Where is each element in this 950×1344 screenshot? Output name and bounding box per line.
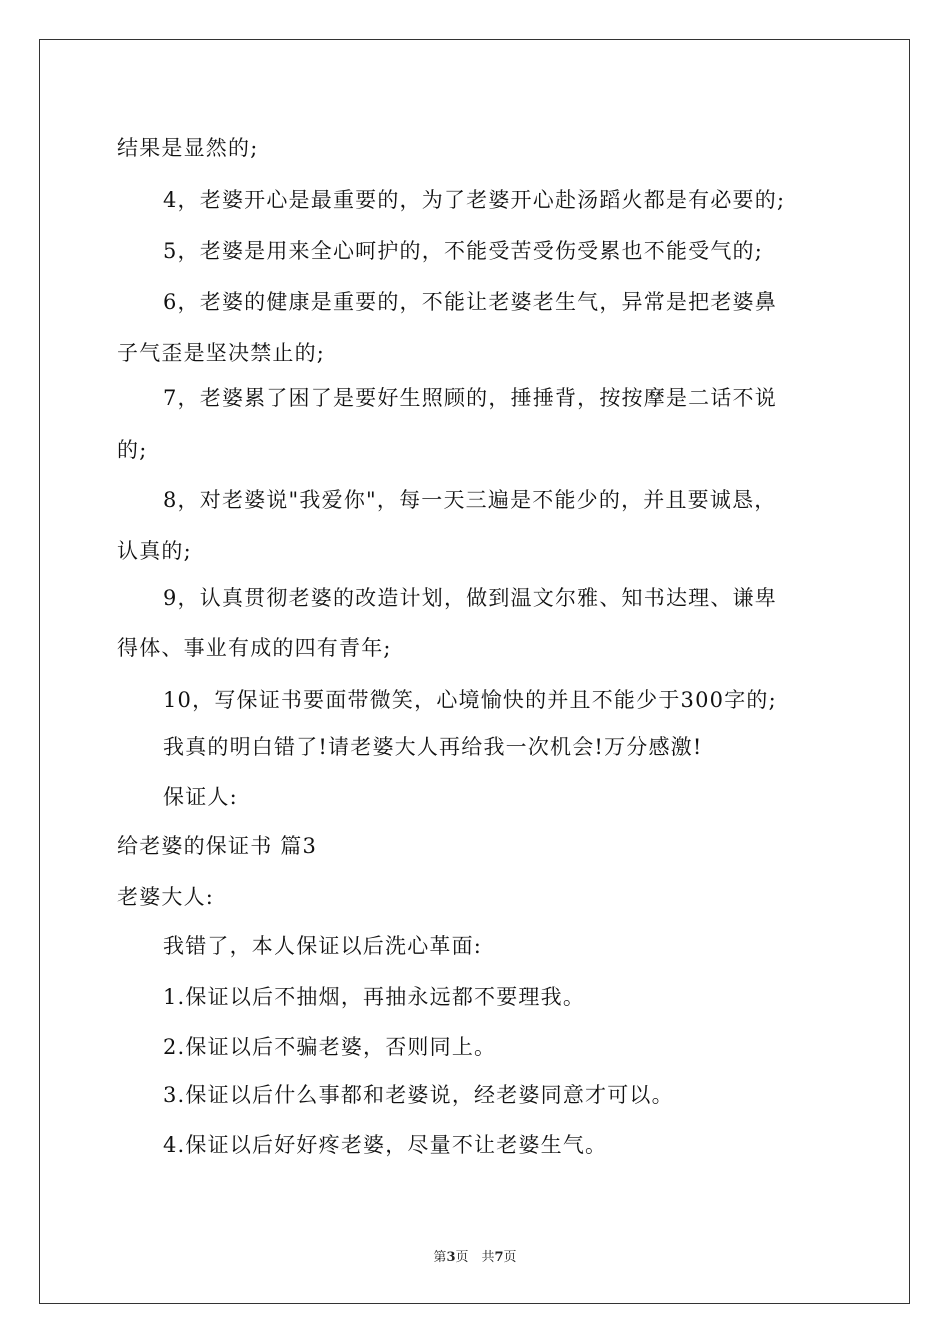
paragraph-line: 7，老婆累了困了是要好生照顾的，捶捶背，按按摩是二话不说 [163,386,777,410]
paragraph-line: 10，写保证书要面带微笑，心境愉快的并且不能少于300字的; [163,688,777,712]
paragraph-line: 得体、事业有成的四有青年; [117,636,392,660]
page-border [39,39,910,1304]
page-suffix: 页 [503,1250,517,1265]
paragraph-line: 6，老婆的健康是重要的，不能让老婆老生气，异常是把老婆鼻 [163,290,777,314]
section-heading: 给老婆的保证书 篇3 [117,834,318,858]
paragraph-line: 我真的明白错了!请老婆大人再给我一次机会!万分感激! [163,735,703,759]
paragraph-line: 8，对老婆说"我爱你"，每一天三遍是不能少的，并且要诚恳， [163,488,777,512]
paragraph-line: 9，认真贯彻老婆的改造计划，做到温文尔雅、知书达理、谦卑 [163,586,777,610]
paragraph-line: 4，老婆开心是最重要的，为了老婆开心赴汤蹈火都是有必要的; [163,188,786,212]
total-page-number: 7 [494,1250,504,1265]
paragraph-line: 结果是显然的; [117,136,259,160]
list-item: 2.保证以后不骗老婆，否则同上。 [163,1035,497,1059]
page-footer [0,1246,950,1265]
page-prefix: 第 [433,1250,447,1265]
paragraph-line: 的; [117,438,148,462]
list-item: 1.保证以后不抽烟，再抽永远都不要理我。 [163,985,586,1009]
paragraph-line: 认真的; [117,539,192,563]
signature-label: 保证人: [163,785,238,809]
list-item: 3.保证以后什么事都和老婆说，经老婆同意才可以。 [163,1083,674,1107]
page-mid: 页 共 [455,1250,495,1265]
current-page-number: 3 [446,1250,456,1265]
list-item: 4.保证以后好好疼老婆，尽量不让老婆生气。 [163,1133,608,1157]
paragraph-line: 子气歪是坚决禁止的; [117,341,326,365]
salutation: 老婆大人: [117,885,215,909]
paragraph-line: 5，老婆是用来全心呵护的，不能受苦受伤受累也不能受气的; [163,239,764,263]
paragraph-line: 我错了，本人保证以后洗心革面: [163,934,483,958]
